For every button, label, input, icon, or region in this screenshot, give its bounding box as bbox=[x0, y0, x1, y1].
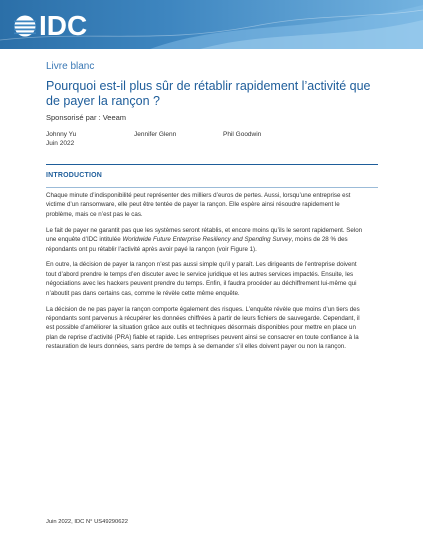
section-heading: INTRODUCTION bbox=[46, 172, 103, 179]
author-name: Jennifer Glenn bbox=[134, 131, 177, 138]
paragraph-text: , moins de 28 % des répondants ont pu rétablir l’activité après avoir payé la rançon (voir Figure 1). bbox=[46, 236, 348, 253]
logo-text: IDC bbox=[39, 10, 88, 41]
paragraph bbox=[46, 226, 368, 254]
sponsor-line: Sponsorisé par : Veeam bbox=[46, 113, 127, 122]
paragraph: La décision de ne pas payer la rançon comporte également des risques. L’enquête révèle que moins d’un tiers des répondants sont parvenus à récupérer les données chiffrées à partir de leurs fichiers de sauvegarde. Cependant, il est possible d’améliorer la situation grâce aux outils et techniques désormais disponibles pour mettre en place un plan de reprise d’activité (PRA) fiable et rapide. Les entreprises peuvent ainsi se consacrer en toute confiance à la restauration de leurs données, sans perdre de temps à se demander s’il elles doivent payer ou non la rançon. bbox=[46, 305, 360, 351]
author-name: Johnny Yu bbox=[46, 131, 77, 138]
globe-icon bbox=[13, 14, 37, 38]
document-body bbox=[46, 191, 368, 358]
paragraph-text: Le fait de payer ne garantit pas que les systèmes seront rétablis, et encore moins qu’ils le seront rapidement. Selon une enquête d’IDC intitulée bbox=[46, 226, 363, 244]
paragraph: Chaque minute d’indisponibilité peut représenter des milliers d’euros de pertes. Aussi, lorsqu’une entreprise est victime d’un ransomware, elle peut être tentée de payer la rançon. Elle espère ainsi résoudre rapidement le problème, mais ce n’est pas le cas. bbox=[46, 192, 351, 218]
header-banner bbox=[0, 0, 423, 49]
document-type: Livre blanc bbox=[46, 61, 95, 72]
survey-title: Worldwide Future Enterprise Resiliency and Spending Survey bbox=[122, 236, 292, 244]
author-name: Phil Goodwin bbox=[223, 131, 262, 138]
publication-date: Juin 2022 bbox=[46, 140, 75, 147]
document-title: Pourquoi est-il plus sûr de rétablir rapidement l’activité que de payer la rançon ? bbox=[46, 79, 371, 108]
idc-logo bbox=[13, 12, 87, 40]
paragraph: En outre, la décision de payer la rançon n’est pas aussi simple qu’il y paraît. Les dirigeants de l’entreprise doivent tout d’abord prendre le temps d’en discuter avec le service juridique et les autres services impactés. Ensuite, les négociations avec les hackers peuvent prendre du temps. Enfin, il faudra procéder au déchiffrement lui-même qui n’aboutit pas dans certains cas, comme le révèle cette même enquête. bbox=[46, 261, 357, 297]
footer-reference: Juin 2022, IDC N° US49290622 bbox=[46, 519, 128, 525]
section-header bbox=[46, 164, 378, 188]
